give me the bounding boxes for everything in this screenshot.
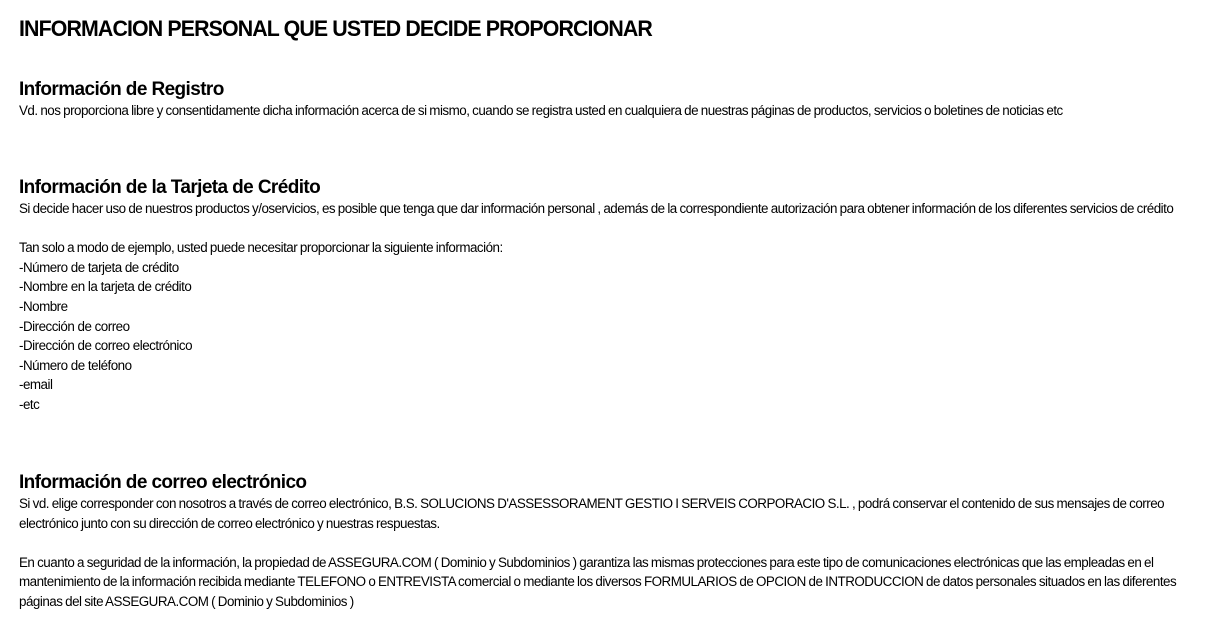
registro-paragraph: Vd. nos proporciona libre y consentidamente dicha información acerca de si mismo, cuando se registra usted en cualquiera de nuestras páginas de productos, servicios o boletines de noticias etc bbox=[19, 103, 1063, 118]
section-title-correo-electronico: Información de correo electrónico bbox=[19, 472, 307, 493]
section-correo-electronico bbox=[19, 472, 1194, 612]
section-tarjeta-credito bbox=[19, 177, 1194, 415]
list-item: -Número de teléfono bbox=[19, 357, 132, 373]
correo-paragraph-conservation: Si vd. elige corresponder con nosotros a través de correo electrónico, B.S. SOLUCIONS D'ASSESSORAMENT GESTIO I SERVEIS CORPORACIO S.L. , podrá conservar el contenido de sus mensajes de correo electrónico junto con su dirección de correo electrónico y nuestras respuestas. bbox=[19, 496, 1165, 531]
list-item: -email bbox=[19, 377, 53, 393]
list-item: -etc bbox=[19, 396, 40, 412]
list-item: -Dirección de correo electrónico bbox=[19, 338, 193, 354]
paragraph-gap bbox=[19, 219, 1194, 239]
list-item: -Dirección de correo bbox=[19, 318, 130, 334]
correo-paragraph-security: En cuanto a seguridad de la información, la propiedad de ASSEGURA.COM ( Dominio y Subdominios ) garantiza las mismas protecciones para este tipo de comunicaciones electrónicas que las empleadas en el mantenimiento de la información recibida mediante TELEFONO o ENTREVISTA comercial o mediante los diversos FORMULARIOS de OPCION de INTRODUCCION de datos personales situados en las diferentes páginas del site ASSEGURA.COM ( Dominio y Subdominios ) bbox=[19, 554, 1177, 609]
section-registro bbox=[19, 79, 1194, 121]
tarjeta-paragraph-example: Tan solo a modo de ejemplo, usted puede necesitar proporcionar la siguiente información: bbox=[19, 240, 503, 256]
paragraph-gap bbox=[19, 533, 1194, 553]
required-info-list bbox=[19, 258, 1194, 415]
list-item: -Número de tarjeta de crédito bbox=[19, 259, 179, 275]
list-item: -Nombre en la tarjeta de crédito bbox=[19, 279, 192, 295]
list-item: -Nombre bbox=[19, 298, 68, 314]
page-title: INFORMACION PERSONAL QUE USTED DECIDE PROPORCIONAR bbox=[19, 16, 652, 41]
tarjeta-paragraph-intro: Si decide hacer uso de nuestros productos y/oservicios, es posible que tenga que dar información personal , además de la correspondiente autorización para obtener información de los diferentes servicios de crédito bbox=[19, 201, 1174, 216]
section-title-registro: Información de Registro bbox=[19, 79, 224, 100]
section-title-tarjeta-credito: Información de la Tarjeta de Crédito bbox=[19, 177, 321, 198]
